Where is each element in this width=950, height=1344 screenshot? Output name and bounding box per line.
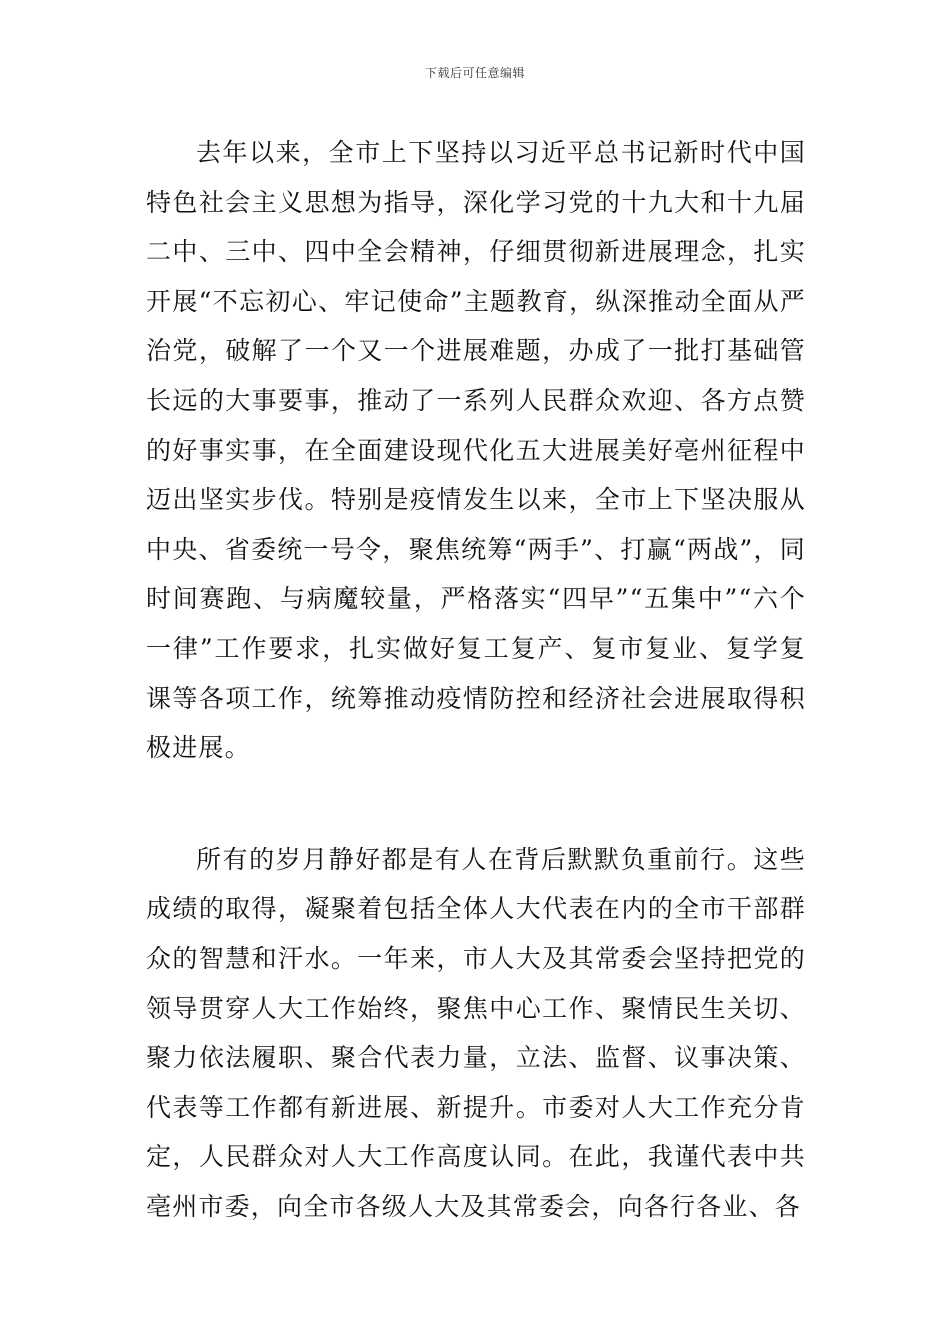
paragraph-2: 所有的岁月静好都是有人在背后默默负重前行。这些成绩的取得，凝聚着包括全体人大代表在内的全市干部群众的智慧和汗水。一年来，市人大及其常委会坚持把党的领导贯穿人大工作始终，聚焦中心工作、聚情民生关切、聚力依法履职、聚合代表力量，立法、监督、议事决策、代表等工作都有新进展、新提升。市委对人大工作充分肯定，人民群众对人大工作高度认同。在此，我谨代表中共亳州市委，向全市各级人大及其常委会，向各行各业、各 — [146, 844, 806, 1221]
header-note: 下载后可任意编辑 — [424, 66, 525, 80]
document-body — [146, 128, 806, 1231]
paragraph-1: 去年以来，全市上下坚持以习近平总书记新时代中国特色社会主义思想为指导，深化学习党的十九大和十九届二中、三中、四中全会精神，仔细贯彻新进展理念，扎实开展“不忘初心、牢记使命”主题教育，纵深推动全面从严治党，破解了一个又一个进展难题，办成了一批打基础管长远的大事要事，推动了一系列人民群众欢迎、各方点赞的好事实事，在全面建设现代化五大进展美好亳州征程中迈出坚实步伐。特别是疫情发生以来，全市上下坚决服从中央、省委统一号令，聚焦统筹“两手”、打赢“两战”，同时间赛跑、与病魔较量，严格落实“四早”“五集中”“六个一律”工作要求，扎实做好复工复产、复市复业、复学复课等各项工作，统筹推动疫情防控和经济社会进展取得积极进展。 — [146, 138, 806, 763]
